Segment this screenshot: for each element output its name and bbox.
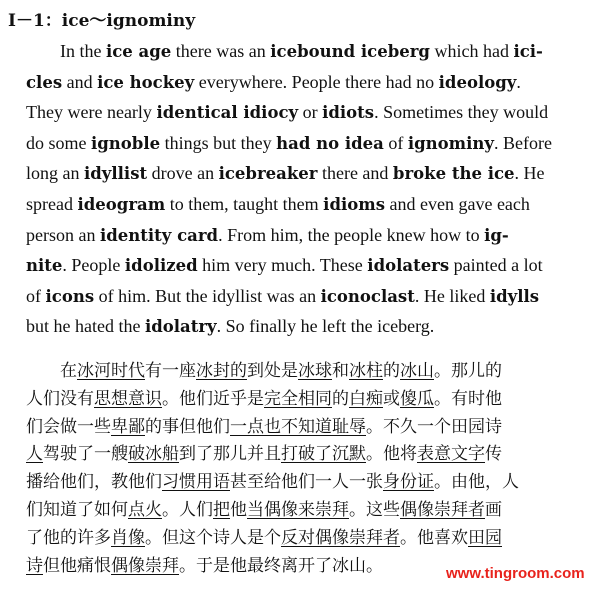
- text-segment: . He liked: [414, 285, 490, 306]
- text-segment: . He: [514, 163, 545, 184]
- text-segment: 有一座: [145, 361, 196, 381]
- chinese-line: [60, 358, 502, 384]
- text-segment: 。于是他最终离开了冰山。: [179, 555, 383, 576]
- vocab-term: idolaters: [367, 256, 450, 276]
- vocab-term: ideology: [438, 72, 517, 92]
- english-line: [60, 40, 543, 63]
- vocab-term: idolatry: [144, 317, 217, 337]
- text-segment: drove an: [147, 163, 219, 184]
- key-phrase: 偶像崇拜: [111, 555, 179, 576]
- text-segment: things but they: [160, 132, 277, 153]
- key-phrase: 身份证: [383, 472, 434, 493]
- text-segment: 。但这个诗人是个: [145, 527, 281, 548]
- text-segment: . So finally he left the iceberg.: [216, 316, 435, 337]
- vocab-term: ignominy: [407, 133, 494, 153]
- text-segment: 在: [60, 361, 77, 381]
- vocab-term: ici-: [513, 42, 543, 61]
- text-segment: 。这些: [349, 500, 400, 520]
- text-segment: 的: [332, 388, 349, 409]
- text-segment: long an: [26, 163, 84, 184]
- text-segment: 。他喜欢: [400, 527, 468, 548]
- text-segment: and even gave each: [385, 194, 530, 214]
- text-segment: 的事但他们: [145, 416, 230, 437]
- text-segment: 或: [383, 388, 400, 409]
- key-phrase: 田园: [468, 527, 502, 548]
- watermark: www.tingroom.com: [446, 565, 585, 582]
- vocab-term: idylls: [489, 286, 540, 306]
- text-segment: 们会做一些: [26, 416, 111, 437]
- text-segment: 们知道了如何: [26, 500, 128, 520]
- vocab-term: idolized: [124, 256, 198, 276]
- chinese-line: [26, 497, 502, 523]
- key-phrase: 冰球: [298, 361, 332, 381]
- text-segment: which had: [429, 41, 514, 61]
- key-phrase: 傻瓜: [400, 388, 434, 409]
- text-segment: In the: [60, 41, 106, 61]
- english-line: [26, 315, 434, 338]
- vocab-term: cles: [26, 72, 63, 92]
- chinese-line: [26, 441, 502, 467]
- key-phrase: 耻辱: [332, 416, 366, 437]
- key-phrase: 破冰船: [128, 444, 179, 465]
- vocab-term: icons: [45, 286, 95, 306]
- key-phrase: 一点也不知道: [230, 416, 332, 437]
- text-segment: him very much. These: [197, 255, 368, 276]
- text-segment: 甚至给他们一人一张: [230, 472, 383, 493]
- vocab-term: idyllist: [84, 164, 148, 184]
- text-segment: 。那儿的: [434, 361, 502, 381]
- key-phrase: 冰山: [400, 361, 434, 381]
- key-phrase: 冰封的: [196, 361, 247, 381]
- vocab-term: broke the ice: [392, 164, 515, 184]
- english-line: [26, 71, 521, 94]
- chinese-line: [26, 469, 519, 495]
- vocab-term: had no idea: [276, 133, 384, 153]
- section-title: I－1：ice～ignominy: [8, 11, 196, 31]
- chinese-line: [26, 553, 383, 579]
- text-segment: of him. But the idyllist was an: [94, 285, 321, 306]
- text-segment: .: [516, 71, 521, 92]
- key-phrase: 白痴: [349, 388, 383, 409]
- text-segment: of: [383, 132, 408, 153]
- text-segment: 播给他们，教他们: [26, 472, 162, 493]
- chinese-line: [26, 386, 502, 412]
- vocab-term: icebound iceberg: [270, 42, 430, 61]
- text-segment: painted a lot: [449, 255, 543, 276]
- text-segment: 。由他，人: [434, 472, 519, 493]
- key-phrase: 偶像崇拜者: [400, 500, 485, 520]
- key-phrase: 冰柱: [349, 361, 383, 381]
- vocab-term: icebreaker: [218, 164, 318, 184]
- key-phrase: 习惯用语: [162, 472, 230, 493]
- key-phrase: 把: [213, 500, 230, 520]
- key-phrase: 当偶像来崇拜: [247, 500, 349, 520]
- text-segment: They were nearly: [26, 102, 157, 123]
- text-segment: everywhere. People there had no: [194, 71, 439, 92]
- key-phrase: 诗: [26, 555, 43, 576]
- vocab-term: idiots: [322, 103, 375, 123]
- text-segment: 。他们近乎是: [162, 388, 264, 409]
- english-line: [26, 224, 509, 247]
- text-segment: 。有时他: [434, 388, 502, 409]
- english-line: [26, 254, 543, 277]
- text-segment: person an: [26, 224, 100, 245]
- text-segment: 了他的许多: [26, 527, 111, 548]
- chinese-line: [26, 414, 502, 440]
- text-segment: . Before: [493, 132, 552, 153]
- text-segment: but he hated the: [26, 316, 145, 337]
- key-phrase: 完全相同: [264, 388, 332, 409]
- text-segment: 和: [332, 361, 349, 381]
- english-line: [26, 193, 530, 216]
- vocab-term: ideogram: [77, 195, 166, 214]
- key-phrase: 打破了沉默: [281, 444, 366, 465]
- key-phrase: 卑鄙: [111, 416, 145, 437]
- vocab-term: ignoble: [91, 133, 161, 153]
- key-phrase: 点火: [128, 500, 162, 520]
- vocab-term: identity card: [99, 225, 219, 245]
- text-segment: 。不久一个田园诗: [366, 416, 502, 437]
- text-segment: 到了那儿并且: [179, 444, 281, 465]
- key-phrase: 反对偶像崇拜者: [281, 527, 400, 548]
- text-segment: 到处是: [247, 361, 298, 381]
- vocab-term: identical idiocy: [156, 103, 299, 123]
- vocab-term: iconoclast: [320, 286, 415, 306]
- text-segment: there was an: [171, 41, 271, 61]
- english-line: [26, 132, 552, 155]
- text-segment: 。人们: [162, 500, 213, 520]
- key-phrase: 表意文字: [417, 444, 485, 465]
- key-phrase: 肖像: [111, 527, 145, 548]
- text-segment: 人们没有: [26, 388, 94, 409]
- text-segment: . People: [62, 255, 125, 276]
- english-line: [26, 285, 539, 308]
- text-segment: 的: [383, 361, 400, 381]
- chinese-line: [26, 525, 502, 551]
- key-phrase: 人: [26, 444, 43, 465]
- text-segment: do some: [26, 132, 91, 153]
- text-segment: and: [62, 71, 98, 92]
- vocab-term: ig-: [484, 225, 509, 245]
- vocab-term: idioms: [323, 195, 385, 214]
- text-segment: spread: [26, 194, 78, 214]
- vocab-term: nite: [26, 256, 63, 276]
- text-segment: to them, taught them: [165, 194, 324, 214]
- text-segment: 传: [485, 444, 502, 465]
- text-segment: . Sometimes they would: [374, 102, 549, 123]
- key-phrase: 思想意识: [94, 388, 162, 409]
- text-segment: 他: [230, 500, 247, 520]
- english-line: [26, 162, 545, 185]
- text-segment: or: [298, 102, 323, 123]
- text-segment: there and: [317, 163, 393, 184]
- english-line: [26, 101, 548, 124]
- vocab-term: ice age: [105, 42, 172, 61]
- vocab-term: ice hockey: [97, 72, 195, 92]
- text-segment: 画: [485, 500, 502, 520]
- text-segment: of: [26, 285, 46, 306]
- text-segment: 驾驶了一艘: [43, 444, 128, 465]
- text-segment: . From him, the people knew how to: [218, 224, 485, 245]
- key-phrase: 冰河时代: [77, 361, 145, 381]
- text-segment: 但他痛恨: [43, 555, 111, 576]
- text-segment: 。他将: [366, 444, 417, 465]
